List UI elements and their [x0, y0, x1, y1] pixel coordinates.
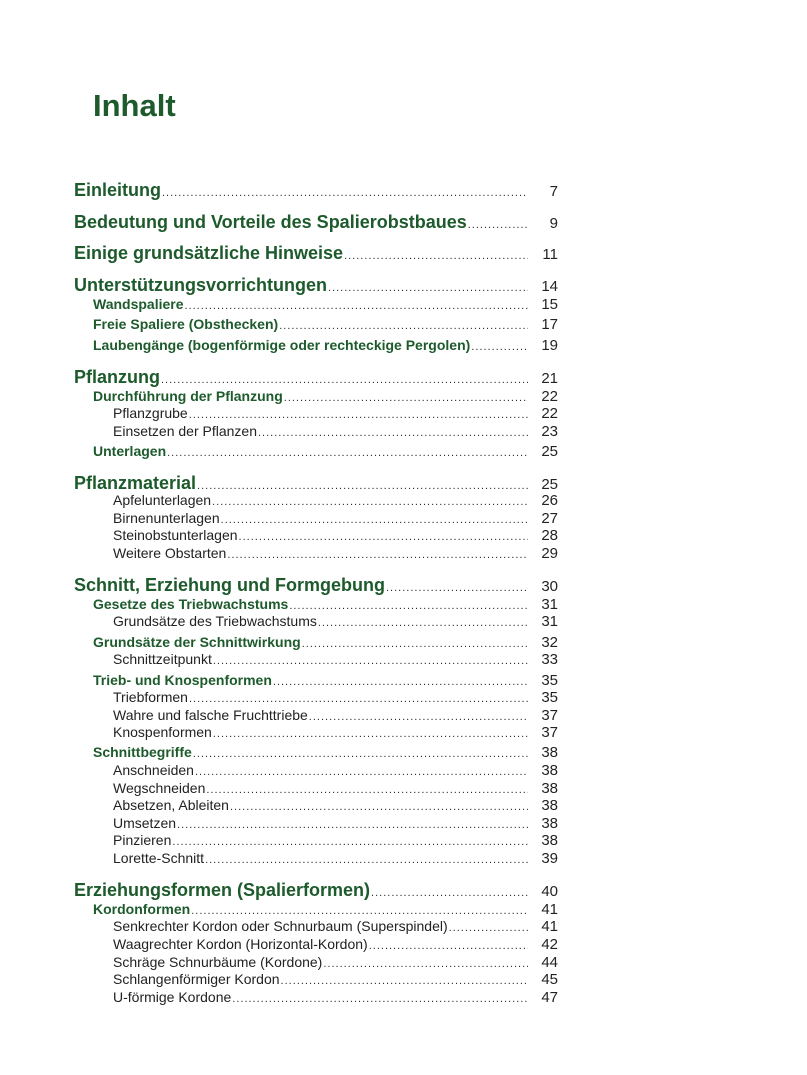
toc-entry — [93, 337, 558, 354]
toc-entry — [113, 689, 558, 706]
toc-entry — [93, 634, 558, 651]
toc-entry-label: Schnittbegriffe — [93, 744, 192, 760]
toc-entry-label: Umsetzen — [113, 815, 177, 831]
toc-entry — [74, 367, 558, 388]
toc-entry-page: 19 — [541, 337, 558, 354]
toc-entry — [93, 316, 558, 333]
toc-entry-page: 9 — [549, 215, 558, 232]
toc-entry-page: 25 — [541, 443, 558, 460]
toc-entry-label: Triebformen — [113, 689, 188, 705]
toc-entry — [93, 443, 558, 460]
dot-leader — [328, 282, 528, 294]
toc-entry-label: Pflanzung — [74, 367, 160, 387]
toc-entry-page: 35 — [541, 689, 558, 706]
toc-entry — [113, 510, 558, 527]
dot-leader — [177, 819, 528, 831]
toc-entry-page: 38 — [541, 762, 558, 779]
dot-leader — [167, 447, 528, 459]
dot-leader — [232, 993, 528, 1005]
toc-entry-page: 25 — [541, 476, 558, 493]
dot-leader — [185, 300, 528, 312]
toc-entry — [74, 473, 558, 494]
toc-entry — [74, 575, 558, 596]
toc-entry — [113, 651, 558, 668]
dot-leader — [213, 728, 528, 740]
toc-entry-label: Grundsätze des Triebwachstums — [113, 613, 317, 629]
toc-entry-label: Pinzieren — [113, 832, 172, 848]
toc-entry-label: Wegschneiden — [113, 780, 206, 796]
toc-entry-label: Waagrechter Kordon (Horizontal-Kordon) — [113, 936, 368, 952]
toc-entry-page: 47 — [541, 989, 558, 1006]
toc-entry-page: 29 — [541, 545, 558, 562]
toc-entry-label: Trieb- und Knospenformen — [93, 672, 272, 688]
toc-entry-label: Knospenformen — [113, 724, 212, 740]
toc-entry-page: 23 — [541, 423, 558, 440]
toc-entry-label: Einige grundsätzliche Hinweise — [74, 243, 344, 263]
toc-entry-label: Unterlagen — [93, 443, 167, 459]
toc-entry-label: Steinobstunterlagen — [113, 527, 238, 543]
toc-entry-page: 31 — [541, 613, 558, 630]
toc-entry-label: Pflanzgrube — [113, 405, 188, 421]
dot-leader — [302, 638, 528, 650]
toc-entry — [113, 936, 558, 953]
toc-entry-page: 32 — [541, 634, 558, 651]
dot-leader — [273, 676, 528, 688]
toc-entry-page: 17 — [541, 316, 558, 333]
toc-entry-label: Durchführung der Pflanzung — [93, 388, 283, 404]
dot-leader — [281, 975, 528, 987]
toc-entry — [113, 707, 558, 724]
dot-leader — [189, 693, 528, 705]
toc-entry-label: Laubengänge (bogenförmige oder rechteckige Pergolen) — [93, 337, 471, 353]
toc-entry-page: 26 — [541, 492, 558, 509]
toc-entry-page: 38 — [541, 797, 558, 814]
dot-leader — [239, 531, 528, 543]
toc-entry — [113, 724, 558, 741]
toc-entry-page: 41 — [541, 901, 558, 918]
dot-leader — [468, 219, 528, 231]
toc-entry-page: 22 — [541, 388, 558, 405]
toc-entry-page: 35 — [541, 672, 558, 689]
toc-entry — [74, 243, 558, 264]
dot-leader — [386, 582, 528, 594]
toc-entry — [74, 275, 558, 296]
dot-leader — [230, 801, 528, 813]
page-title: Inhalt — [93, 88, 176, 123]
toc-entry-label: Einleitung — [74, 180, 161, 200]
toc-entry-page: 33 — [541, 651, 558, 668]
toc-entry — [93, 901, 558, 918]
toc-entry-label: U-förmige Kordone — [113, 989, 232, 1005]
dot-leader — [258, 427, 528, 439]
toc-entry-page: 7 — [549, 183, 558, 200]
toc-entry — [113, 989, 558, 1006]
toc-entry — [93, 388, 558, 405]
toc-entry-page: 42 — [541, 936, 558, 953]
dot-leader — [189, 409, 528, 421]
toc-entry — [74, 212, 558, 233]
dot-leader — [195, 766, 528, 778]
toc-entry-label: Senkrechter Kordon oder Schnurbaum (Superspindel) — [113, 918, 448, 934]
dot-leader — [191, 905, 528, 917]
toc-entry — [113, 971, 558, 988]
toc-entry — [113, 405, 558, 422]
toc-entry-page: 22 — [541, 405, 558, 422]
toc-entry-page: 28 — [541, 527, 558, 544]
toc-entry — [93, 296, 558, 313]
dot-leader — [227, 549, 528, 561]
toc-entry-page: 38 — [541, 744, 558, 761]
toc-entry-label: Wandspaliere — [93, 296, 184, 312]
toc-entry — [113, 762, 558, 779]
dot-leader — [284, 392, 528, 404]
dot-leader — [172, 836, 528, 848]
toc-entry-page: 41 — [541, 918, 558, 935]
toc-entry-page: 30 — [541, 578, 558, 595]
toc-entry-page: 31 — [541, 596, 558, 613]
toc-entry — [113, 832, 558, 849]
toc-entry — [113, 423, 558, 440]
dot-leader — [289, 600, 528, 612]
toc-entry-page: 21 — [541, 370, 558, 387]
toc-entry-label: Anschneiden — [113, 762, 194, 778]
dot-leader — [369, 940, 528, 952]
toc-entry-page: 37 — [541, 724, 558, 741]
dot-leader — [371, 887, 528, 899]
toc-entry-label: Grundsätze der Schnittwirkung — [93, 634, 301, 650]
toc-entry — [93, 596, 558, 613]
toc-entry — [74, 180, 558, 201]
toc-entry-page: 27 — [541, 510, 558, 527]
dot-leader — [206, 784, 528, 796]
toc-entry-label: Wahre und falsche Fruchttriebe — [113, 707, 308, 723]
toc-entry-label: Erziehungsformen (Spalierformen) — [74, 880, 371, 900]
toc-entry — [113, 797, 558, 814]
toc-entry — [113, 954, 558, 971]
toc-entry-label: Schlangenförmiger Kordon — [113, 971, 280, 987]
toc-entry — [113, 918, 558, 935]
dot-leader — [161, 374, 528, 386]
toc-entry — [113, 780, 558, 797]
toc-entry-page: 38 — [541, 815, 558, 832]
toc-entry-page: 39 — [541, 850, 558, 867]
dot-leader — [205, 854, 528, 866]
toc-entry — [113, 613, 558, 630]
toc-entry-label: Kordonformen — [93, 901, 191, 917]
toc-entry — [113, 527, 558, 544]
toc-entry-page: 38 — [541, 832, 558, 849]
toc-entry — [93, 672, 558, 689]
toc-entry-label: Unterstützungsvorrichtungen — [74, 275, 328, 295]
toc-entry-label: Schräge Schnurbäume (Kordone) — [113, 954, 323, 970]
toc-entry-label: Bedeutung und Vorteile des Spalierobstbaues — [74, 212, 467, 232]
toc-entry-page: 11 — [542, 246, 558, 263]
toc-entry-label: Freie Spaliere (Obsthecken) — [93, 316, 279, 332]
toc-entry — [113, 850, 558, 867]
toc-entry-label: Einsetzen der Pflanzen — [113, 423, 257, 439]
dot-leader — [279, 320, 528, 332]
toc-entry-label: Gesetze des Triebwachstums — [93, 596, 289, 612]
dot-leader — [318, 617, 528, 629]
toc-entry-page: 40 — [541, 883, 558, 900]
dot-leader — [344, 250, 528, 262]
toc-entry-label: Schnittzeitpunkt — [113, 651, 212, 667]
toc-entry — [113, 815, 558, 832]
dot-leader — [221, 514, 528, 526]
dot-leader — [197, 480, 528, 492]
toc-entry-label: Absetzen, Ableiten — [113, 797, 229, 813]
dot-leader — [193, 748, 528, 760]
dot-leader — [162, 187, 528, 199]
dot-leader — [471, 341, 528, 353]
toc-entry-page: 15 — [541, 296, 558, 313]
toc-entry-label: Birnenunterlagen — [113, 510, 220, 526]
toc-entry — [74, 880, 558, 901]
toc-entry — [93, 744, 558, 761]
toc-entry-label: Apfelunterlagen — [113, 492, 212, 508]
toc-entry-page: 44 — [541, 954, 558, 971]
dot-leader — [213, 655, 528, 667]
dot-leader — [449, 922, 528, 934]
toc-entry-page: 37 — [541, 707, 558, 724]
dot-leader — [309, 711, 528, 723]
toc-entry — [113, 492, 558, 509]
toc-entry-page: 45 — [541, 971, 558, 988]
toc-entry-page: 14 — [541, 278, 558, 295]
toc-entry — [113, 545, 558, 562]
toc-entry-label: Weitere Obstarten — [113, 545, 227, 561]
toc-entry-label: Lorette-Schnitt — [113, 850, 205, 866]
toc-entry-page: 38 — [541, 780, 558, 797]
dot-leader — [212, 496, 528, 508]
toc-entry-label: Schnitt, Erziehung und Formgebung — [74, 575, 385, 595]
toc-entry-label: Pflanzmaterial — [74, 473, 197, 493]
dot-leader — [323, 958, 528, 970]
